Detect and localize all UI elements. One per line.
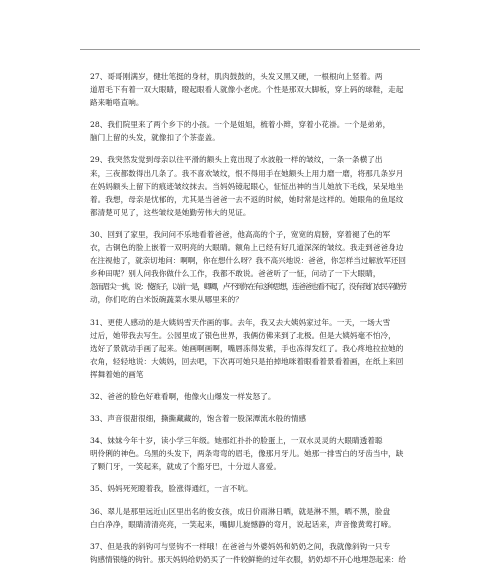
paragraph-line: 在妈妈额头上留下的痕迹皱纹抹去。当妈妈镜起眼心，怔怔出神的当儿她放下毛线，呆呆地坐 <box>90 181 404 191</box>
paragraph-line: 29、我突然发觉到母亲以往平滑的额头上竟出现了水波般一样的皱纹，一条一条横了出 <box>90 155 383 165</box>
paragraph <box>90 482 408 495</box>
paragraph-line: 脑门上留的头发，就像扣了个茶壶盖。 <box>90 133 220 143</box>
paragraph <box>90 412 408 425</box>
paragraph <box>90 153 408 218</box>
paragraph-line: 来，三夜都数得出几条了。我不喜欢皱纹，恨不得用手在她额头上用力磨一磨，将那几条岁月 <box>90 168 404 178</box>
paragraph-line: 着。我想，母亲是忧郁的，尤其是当爸爸一去不返的时候，她时常是这样的。她眼角的鱼尾纹 <box>90 194 404 204</box>
paragraph-line: 选好了景就动手画了起来。她画啊画啊，嘴唇冻得发紫，手也冻得发红了。我心疼地拉拉她的 <box>90 343 404 353</box>
paragraph-line: 过后，她带我去写生。公园里成了银色世界，我俩仿佛来到了北极。但是大姨妈毫不怕冷， <box>90 330 396 340</box>
paragraph-line: 33、声音很甜很细，撕撕藏藏的，饱含着一股深潭流水般的情感 <box>90 414 307 424</box>
paragraph-line: 27、哥哥刚满岁，健壮笔挺的身材，肌肉鼓鼓的，头发又黑又硬，一根根向上竖着。两 <box>90 72 383 81</box>
paragraph <box>90 70 408 109</box>
paragraph-line: 都清楚可见了，这些皱纹是她勤劳伟大的见证。 <box>90 207 251 217</box>
paragraph <box>90 540 408 566</box>
paragraph-line: 衣角，轻轻地说：大姨妈，回去吧，下次再可她只是拍掉地咪着眼看着景看着画，在纸上来回 <box>90 356 404 366</box>
paragraph-line: 在注视他了，就亲切地问：啊啊，你在想什么呀？我不高兴地说：爸爸，你怎样当过解放军还回 <box>90 256 406 266</box>
paragraph-line: 衣，古铜色的脸上嵌着一双明亮的大眼睛。额角上已经有好几道深深的皱纹。我走到爸爸身边 <box>90 243 404 253</box>
paragraph-line: 37、但是我的斜钩可与竖钩不一样哦！在爸爸与外婆妈妈和奶奶之间，我就像斜钩一只专 <box>90 541 391 551</box>
paragraph-line: 白白净净，眼睛清清亮亮，一笑起来，嘴脚儿旋憾静的弯月，说起话来，声音像黄莺打啼。 <box>90 519 396 529</box>
paragraph-line: 30、回到了家里，我问问不乐地看着爸爸，他高高的个子，宽宽的肩膀，穿着褪了色的军 <box>90 229 391 239</box>
paragraph-line: 忽而眉尖一挑，说：傻孩子，以前一是，卿卿，卢不到你在有这种思想，连爸爸也看不起了，没有我们农民辛勤劳 <box>90 282 406 292</box>
paragraph-line: 34、妹妹今年十岁，读小学三年级。她那红扑扑的脸蛋上，一双水灵灵的大眼睛透着聪 <box>90 436 383 446</box>
document-body <box>90 70 408 575</box>
paragraph-line: 动，你们吃的白米饭碗蔬菜水果从哪里来的？ <box>90 295 243 305</box>
paragraph <box>90 390 408 403</box>
paragraph <box>90 118 408 144</box>
paragraph-line: 35、妈妈死死瞪着我，脸涨得通红，一言不吭。 <box>90 484 253 494</box>
paragraph-line: 28、我们院里来了两个乡下的小孩。一个是姐姐，梳着小辫，穿着小花褂。一个是弟弟， <box>90 120 391 130</box>
paragraph-line: 乡种田呢？别人问我你做什么工作，我都不敢说。爸爸听了一怔，问动了一下大眼睛， <box>90 269 381 279</box>
paragraph-line: 了颗门牙，一笑起来，就成了个豁牙巴，十分逗人喜爱。 <box>90 462 282 472</box>
paragraph-line: 道眉毛下有着一双大眼睛，瞪起眼看人就像小老虎。个性是那双大脚板，穿上码的球鞋，走起 <box>90 85 404 95</box>
paragraph-line: 32、爸爸的脸色好难看啊，他像火山爆发一样发怒了。 <box>90 391 276 401</box>
paragraph <box>90 434 408 473</box>
paragraph-line: 路来啪嗒直响。 <box>90 98 144 108</box>
paragraph <box>90 316 408 381</box>
paragraph-line: 钩感情银缝的钩针。那天妈妈给奶奶买了一件较鲜艳的过年衣服，奶奶却不开心地埋怨起来：给 <box>90 554 406 564</box>
paragraph-line: 36、翠儿是那里远近山区里出名的俊女孩，成日价雨淋日晒，就是淋不黑，晒不黑，脸盘 <box>90 506 391 516</box>
paragraph-line: 挥舞着她的画笔 <box>90 369 144 379</box>
paragraph-line: 31、更使人感动的是大姨妈雪天作画的事。去年，我又去大姨妈家过年。一天，一场大雪 <box>90 317 391 327</box>
paragraph <box>90 228 408 307</box>
header-rule <box>80 49 420 50</box>
paragraph <box>90 505 408 531</box>
paragraph-line: 明伶俐的神色。乌黑的头发下，两条弯弯的眉毛，像那月牙儿。她那一排雪白的牙齿当中，缺 <box>90 449 404 459</box>
